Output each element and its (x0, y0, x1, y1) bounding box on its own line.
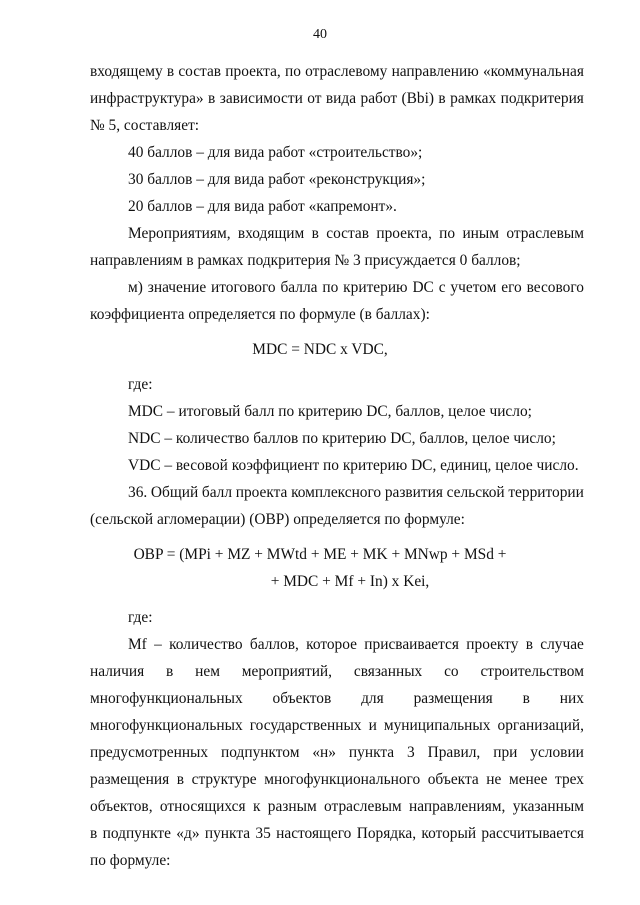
word: его (501, 279, 522, 296)
text-line: где: (128, 376, 153, 393)
page-number: 40 (313, 27, 327, 42)
word: пункта (348, 744, 395, 761)
word: организаций, (497, 717, 584, 734)
text-line: NDC – количество баллов по критерию DC, баллов, целое число; (128, 430, 556, 447)
word: для (361, 690, 384, 707)
word: объектов (272, 690, 332, 707)
word: случае (540, 636, 584, 653)
text-line: № 5, составляет: (90, 117, 200, 134)
word: подпунктом (221, 744, 300, 761)
word: инфраструктура» (90, 90, 204, 107)
word: отраслевым (324, 798, 402, 815)
word: зависимости (219, 90, 303, 107)
text-line (128, 484, 584, 502)
word: муниципальных (383, 717, 491, 734)
word: проекту (466, 636, 519, 653)
word: работ (360, 90, 398, 107)
text-line (128, 225, 584, 243)
word: рамках (450, 90, 497, 107)
word: в (166, 663, 174, 680)
word: «коммунальная (482, 63, 584, 80)
word: итогового (211, 279, 276, 296)
word: рассчитывается (481, 825, 584, 842)
word: баллов, (249, 636, 299, 653)
word: размещения (90, 771, 170, 788)
word: Общий (150, 484, 199, 501)
text-line: где: (128, 609, 153, 626)
text-line (128, 636, 584, 654)
word: государственных (249, 717, 362, 734)
word: входящим (237, 225, 305, 242)
word: от (307, 90, 322, 107)
word: отраслевым (506, 225, 584, 242)
word: в (90, 825, 98, 842)
text-line (90, 63, 584, 81)
word: предусмотренных (90, 744, 209, 761)
word: «н» (312, 744, 336, 761)
word: относящихся (159, 798, 246, 815)
text-line: 30 баллов – для вида работ «реконструкция»; (128, 171, 426, 188)
word: связанных (353, 663, 423, 680)
word: сельской (446, 484, 505, 501)
word: проекта (235, 484, 288, 501)
word: DC (412, 279, 434, 296)
word: 36. (128, 484, 148, 501)
word: критерию (343, 279, 408, 296)
word: мероприятий, (241, 663, 333, 680)
text-line (90, 690, 584, 708)
word: Мероприятиям, (128, 225, 231, 242)
text-line: (сельской агломерации) (OBP) определяется по формуле: (90, 511, 465, 528)
word: них (559, 690, 584, 707)
word: не (486, 771, 502, 788)
word: пункта (204, 825, 251, 842)
word: территории (508, 484, 584, 501)
formula-line: MDC = NDC x VDC, (252, 341, 388, 358)
word: 3 (407, 744, 415, 761)
word: Правил, (427, 744, 481, 761)
word: в (166, 63, 175, 80)
word: к (252, 798, 261, 815)
text-line: VDC – весовой коэффициент по критерию DC, единиц, целое число. (128, 457, 579, 474)
word: с (438, 279, 446, 296)
word: направлению (391, 63, 479, 80)
word: который (421, 825, 477, 842)
word: «д» (176, 825, 200, 842)
text-line: по формуле: (90, 852, 171, 869)
word: объектов, (90, 798, 153, 815)
word: присваивается (364, 636, 459, 653)
word: вида (325, 90, 357, 107)
word: нем (195, 663, 220, 680)
word: количество (169, 636, 243, 653)
word: в (525, 636, 533, 653)
word: иным (462, 225, 499, 242)
word: строительством (480, 663, 584, 680)
word: отраслевому (305, 63, 388, 80)
text-line: MDC – итоговый балл по критерию DC, баллов, целое число; (128, 403, 532, 420)
text-line: коэффициента определяется по формуле (в баллах): (90, 306, 430, 323)
word: со (444, 663, 459, 680)
word: (Bbi) (401, 90, 434, 107)
word: направлениям, (409, 798, 506, 815)
word: состав (178, 63, 222, 80)
word: менее (508, 771, 548, 788)
word: трех (555, 771, 584, 788)
word: и (368, 717, 377, 734)
word: балл (201, 484, 233, 501)
text-line (90, 90, 584, 108)
word: по (284, 63, 301, 80)
word: размещения (413, 690, 493, 707)
word: подкритерия (500, 90, 584, 107)
word: в (208, 90, 216, 107)
text-line: направлениям в рамках подкритерия № 3 присуждается 0 баллов; (90, 252, 521, 269)
word: указанным (512, 798, 584, 815)
text-line (90, 771, 584, 789)
word: в (176, 771, 185, 788)
word: состав (326, 225, 369, 242)
text-line (90, 744, 584, 762)
text-line: 20 баллов – для вида работ «капремонт». (128, 198, 397, 215)
word: учетом (450, 279, 497, 296)
word: проекта, (225, 63, 281, 80)
word: проекта, (376, 225, 432, 242)
word: по (439, 225, 456, 242)
text-line: 40 баллов – для вида работ «строительство»; (128, 144, 423, 161)
word: в (522, 690, 530, 707)
text-line (90, 825, 584, 843)
word: балла (280, 279, 318, 296)
word: – (154, 636, 162, 653)
word: структуре (191, 771, 257, 788)
word: Порядка, (356, 825, 417, 842)
word: значение (147, 279, 207, 296)
word: комплексного (291, 484, 382, 501)
text-line (90, 663, 584, 681)
word: наличия (90, 663, 145, 680)
word: условии (530, 744, 584, 761)
word: весового (526, 279, 584, 296)
word: 35 (255, 825, 271, 842)
word: которое (306, 636, 357, 653)
word: по (322, 279, 339, 296)
word: м) (128, 279, 143, 296)
word: в (438, 90, 446, 107)
word: подпункте (102, 825, 171, 842)
word: в (311, 225, 319, 242)
text-line (128, 279, 584, 297)
word: настоящего (276, 825, 352, 842)
formula-line: OBP = (MPi + MZ + MWtd + ME + MK + MNwp + MSd + (133, 546, 507, 563)
word: разным (267, 798, 317, 815)
formula-line: + MDC + Mf + In) x Kei, (270, 573, 430, 590)
word: многофункционального (264, 771, 421, 788)
word: Mf (128, 636, 147, 653)
word: развития (384, 484, 443, 501)
text-line (90, 717, 584, 735)
word: объекта (427, 771, 479, 788)
word: многофункциональных (90, 690, 243, 707)
text-line (90, 798, 584, 816)
word: при (493, 744, 518, 761)
word: многофункциональных (90, 717, 243, 734)
word: входящему (90, 63, 163, 80)
